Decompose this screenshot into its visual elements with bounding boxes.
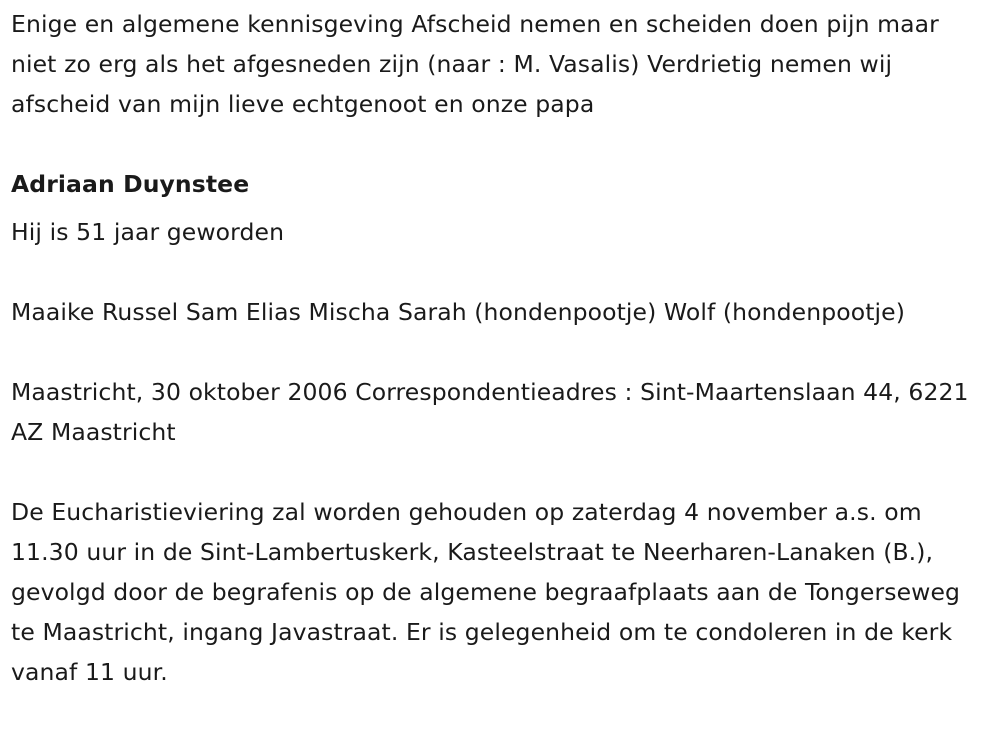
ceremony-paragraph: De Eucharistieviering zal worden gehouden op zaterdag 4 november a.s. om 11.30 uur in de Sint-Lambertuskerk, Kasteelstraat te Neerharen-Lanaken (B.), gevolgd door de begrafenis op de algemene begraafplaats aan de Tongerseweg te Maastricht, ingang Javastraat. Er is gelegenheid om te condoleren in de kerk vanaf 11 uur.: [11, 498, 961, 686]
place-date-address: Maastricht, 30 oktober 2006 Correspondentieadres : Sint-Maartenslaan 44, 6221 AZ Maastricht: [11, 378, 969, 446]
spacer: [11, 252, 991, 292]
intro-paragraph: Enige en algemene kennisgeving Afscheid nemen en scheiden doen pijn maar niet zo erg als het afgesneden zijn (naar : M. Vasalis) Verdrietig nemen wij afscheid van mijn lieve echtgenoot en onze papa: [11, 10, 939, 118]
spacer: [11, 332, 991, 372]
deceased-name: Adriaan Duynstee: [11, 170, 250, 198]
family-paragraph: Maaike Russel Sam Elias Mischa Sarah (hondenpootje) Wolf (hondenpootje): [11, 298, 905, 326]
age-line: Hij is 51 jaar geworden: [11, 218, 285, 246]
spacer: [11, 124, 991, 164]
spacer: [11, 452, 991, 492]
death-notice: [11, 4, 991, 692]
